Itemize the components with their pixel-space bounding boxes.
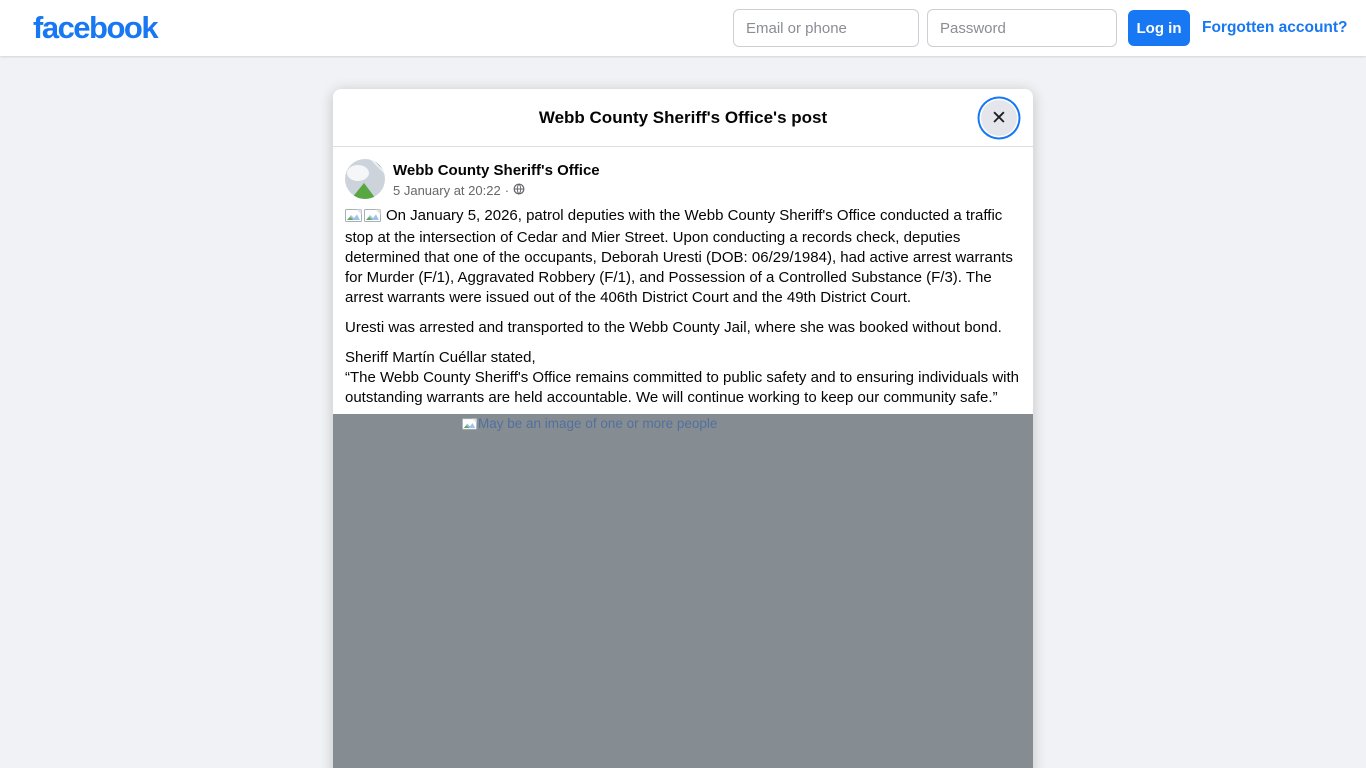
post-paragraph-1-text: On January 5, 2026, patrol deputies with the Webb County Sheriff's Office conducted a traffic stop at the intersection of Cedar and Mier Street. Upon conducting a records check, deputies determined that one of the occupants, Deborah Uresti (DOB: 06/29/1984), had active arrest warrants for Murder (F/1), Aggravated Robbery (F/1), and Possession of a Controlled Substance (F/3). The arrest warrants were issued out of the 406th District Court and the 49th District Court. [345,207,1013,306]
post-paragraph-3-quote: “The Webb County Sheriff's Office remains committed to public safety and to ensuring individuals with outstanding warrants are held accountable. We will continue working to keep our community safe.” [345,369,1020,406]
photo-alt-text: May be an image of one or more people [478,416,718,431]
post-timestamp-row [393,182,600,198]
post-timestamp[interactable]: 5 January at 20:22 [393,182,501,198]
author-meta [393,159,600,199]
post-author-row [345,159,1021,199]
author-name-link[interactable]: Webb County Sheriff's Office [393,162,600,179]
post-text [345,206,1021,408]
broken-emoji-image-icon [364,208,381,228]
public-globe-icon [513,183,525,198]
post-modal-title: Webb County Sheriff's Office's post [538,107,828,127]
close-button[interactable] [981,100,1017,136]
close-icon: ✕ [991,107,1007,129]
login-button[interactable]: Log in [1128,10,1190,46]
post-paragraph-2-text: Uresti was arrested and transported to the Webb County Jail, where she was booked without bond. [345,319,1002,336]
top-nav-bar [0,0,1366,56]
post-paragraph-3 [345,348,1021,408]
post-paragraph [345,206,1021,308]
author-avatar-broken-image-icon[interactable] [345,159,385,199]
facebook-logo[interactable]: facebook [33,10,158,45]
dot-separator: · [504,182,510,198]
post-body [333,147,1033,414]
email-input[interactable] [733,9,919,47]
post-paragraph-3-intro: Sheriff Martín Cuéllar stated, [345,349,536,366]
password-input[interactable] [927,9,1117,47]
post-modal [333,89,1033,768]
post-modal-header [333,89,1033,147]
post-photo[interactable] [333,414,1033,768]
photo-alt-wrap [462,416,717,431]
broken-emoji-image-icon [345,208,362,228]
broken-image-icon [462,418,477,430]
forgotten-account-link[interactable]: Forgotten account? [1202,19,1348,36]
